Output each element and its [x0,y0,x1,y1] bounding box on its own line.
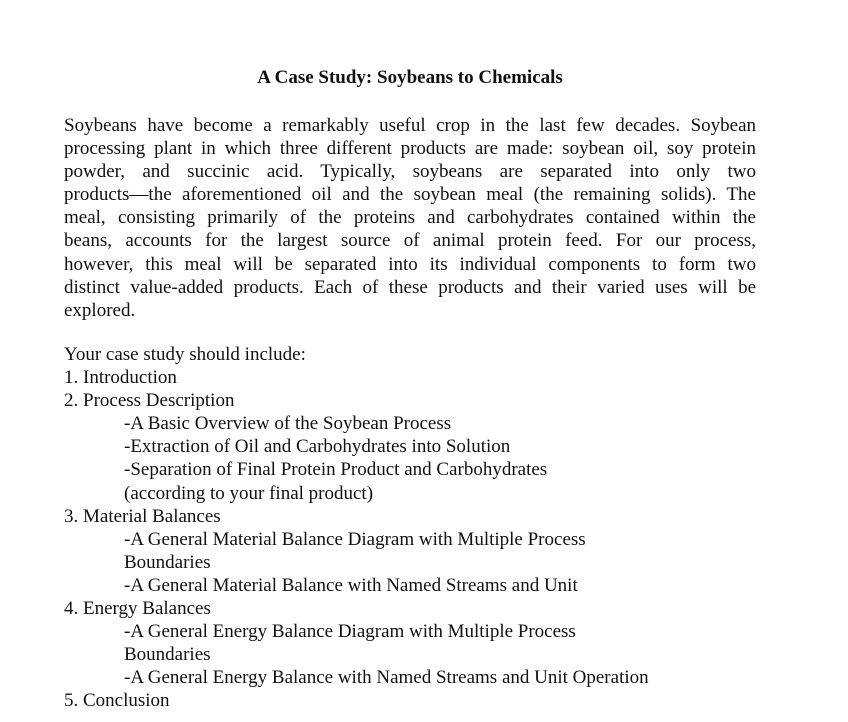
outline-subitem: -Extraction of Oil and Carbohydrates into Solution [124,436,511,458]
outline-item: 4. Energy Balances [64,598,211,620]
case-study-outline [64,343,764,713]
outline-subitem: Boundaries [124,551,211,573]
intro-line: however, this meal will be separated into its individual components to form two [64,253,756,275]
intro-line: products—the aforementioned oil and the soybean meal (the remaining solids). The [64,184,756,206]
outline-subitem: -A General Material Balance with Named Streams and Unit [124,574,578,596]
outline-heading: Your case study should include: [64,344,306,365]
intro-line: processing plant in which three different products are made: soybean oil, soy protein [64,138,756,160]
intro-line: powder, and succinic acid. Typically, soybeans are separated into only two [64,161,756,183]
intro-line: Soybeans have become a remarkably useful crop in the last few decades. Soybean [64,115,756,136]
outline-subitem: -A Basic Overview of the Soybean Process [124,413,452,435]
intro-paragraph [64,114,756,322]
outline-subitem: -A General Energy Balance with Named Streams and Unit Operation [124,667,649,689]
intro-line: meal, consisting primarily of the proteins and carbohydrates contained within the [64,207,756,229]
outline-subitem: -Separation of Final Protein Product and Carbohydrates [124,459,548,481]
outline-subitem: (according to your final product) [124,482,374,504]
document-title: A Case Study: Soybeans to Chemicals [257,67,563,88]
intro-line: distinct value-added products. Each of these products and their varied uses will be [64,276,756,298]
outline-item: 1. Introduction [64,367,177,389]
outline-subitem: Boundaries [124,644,211,666]
outline-item: 3. Material Balances [64,505,221,527]
outline-item: 5. Conclusion [64,690,170,712]
outline-subitem: -A General Material Balance Diagram with Multiple Process [124,528,586,550]
outline-item: 2. Process Description [64,390,235,412]
outline-subitem: -A General Energy Balance Diagram with Multiple Process [124,621,576,643]
intro-line: beans, accounts for the largest source of animal protein feed. For our process, [64,230,756,252]
intro-line: explored. [64,299,136,321]
